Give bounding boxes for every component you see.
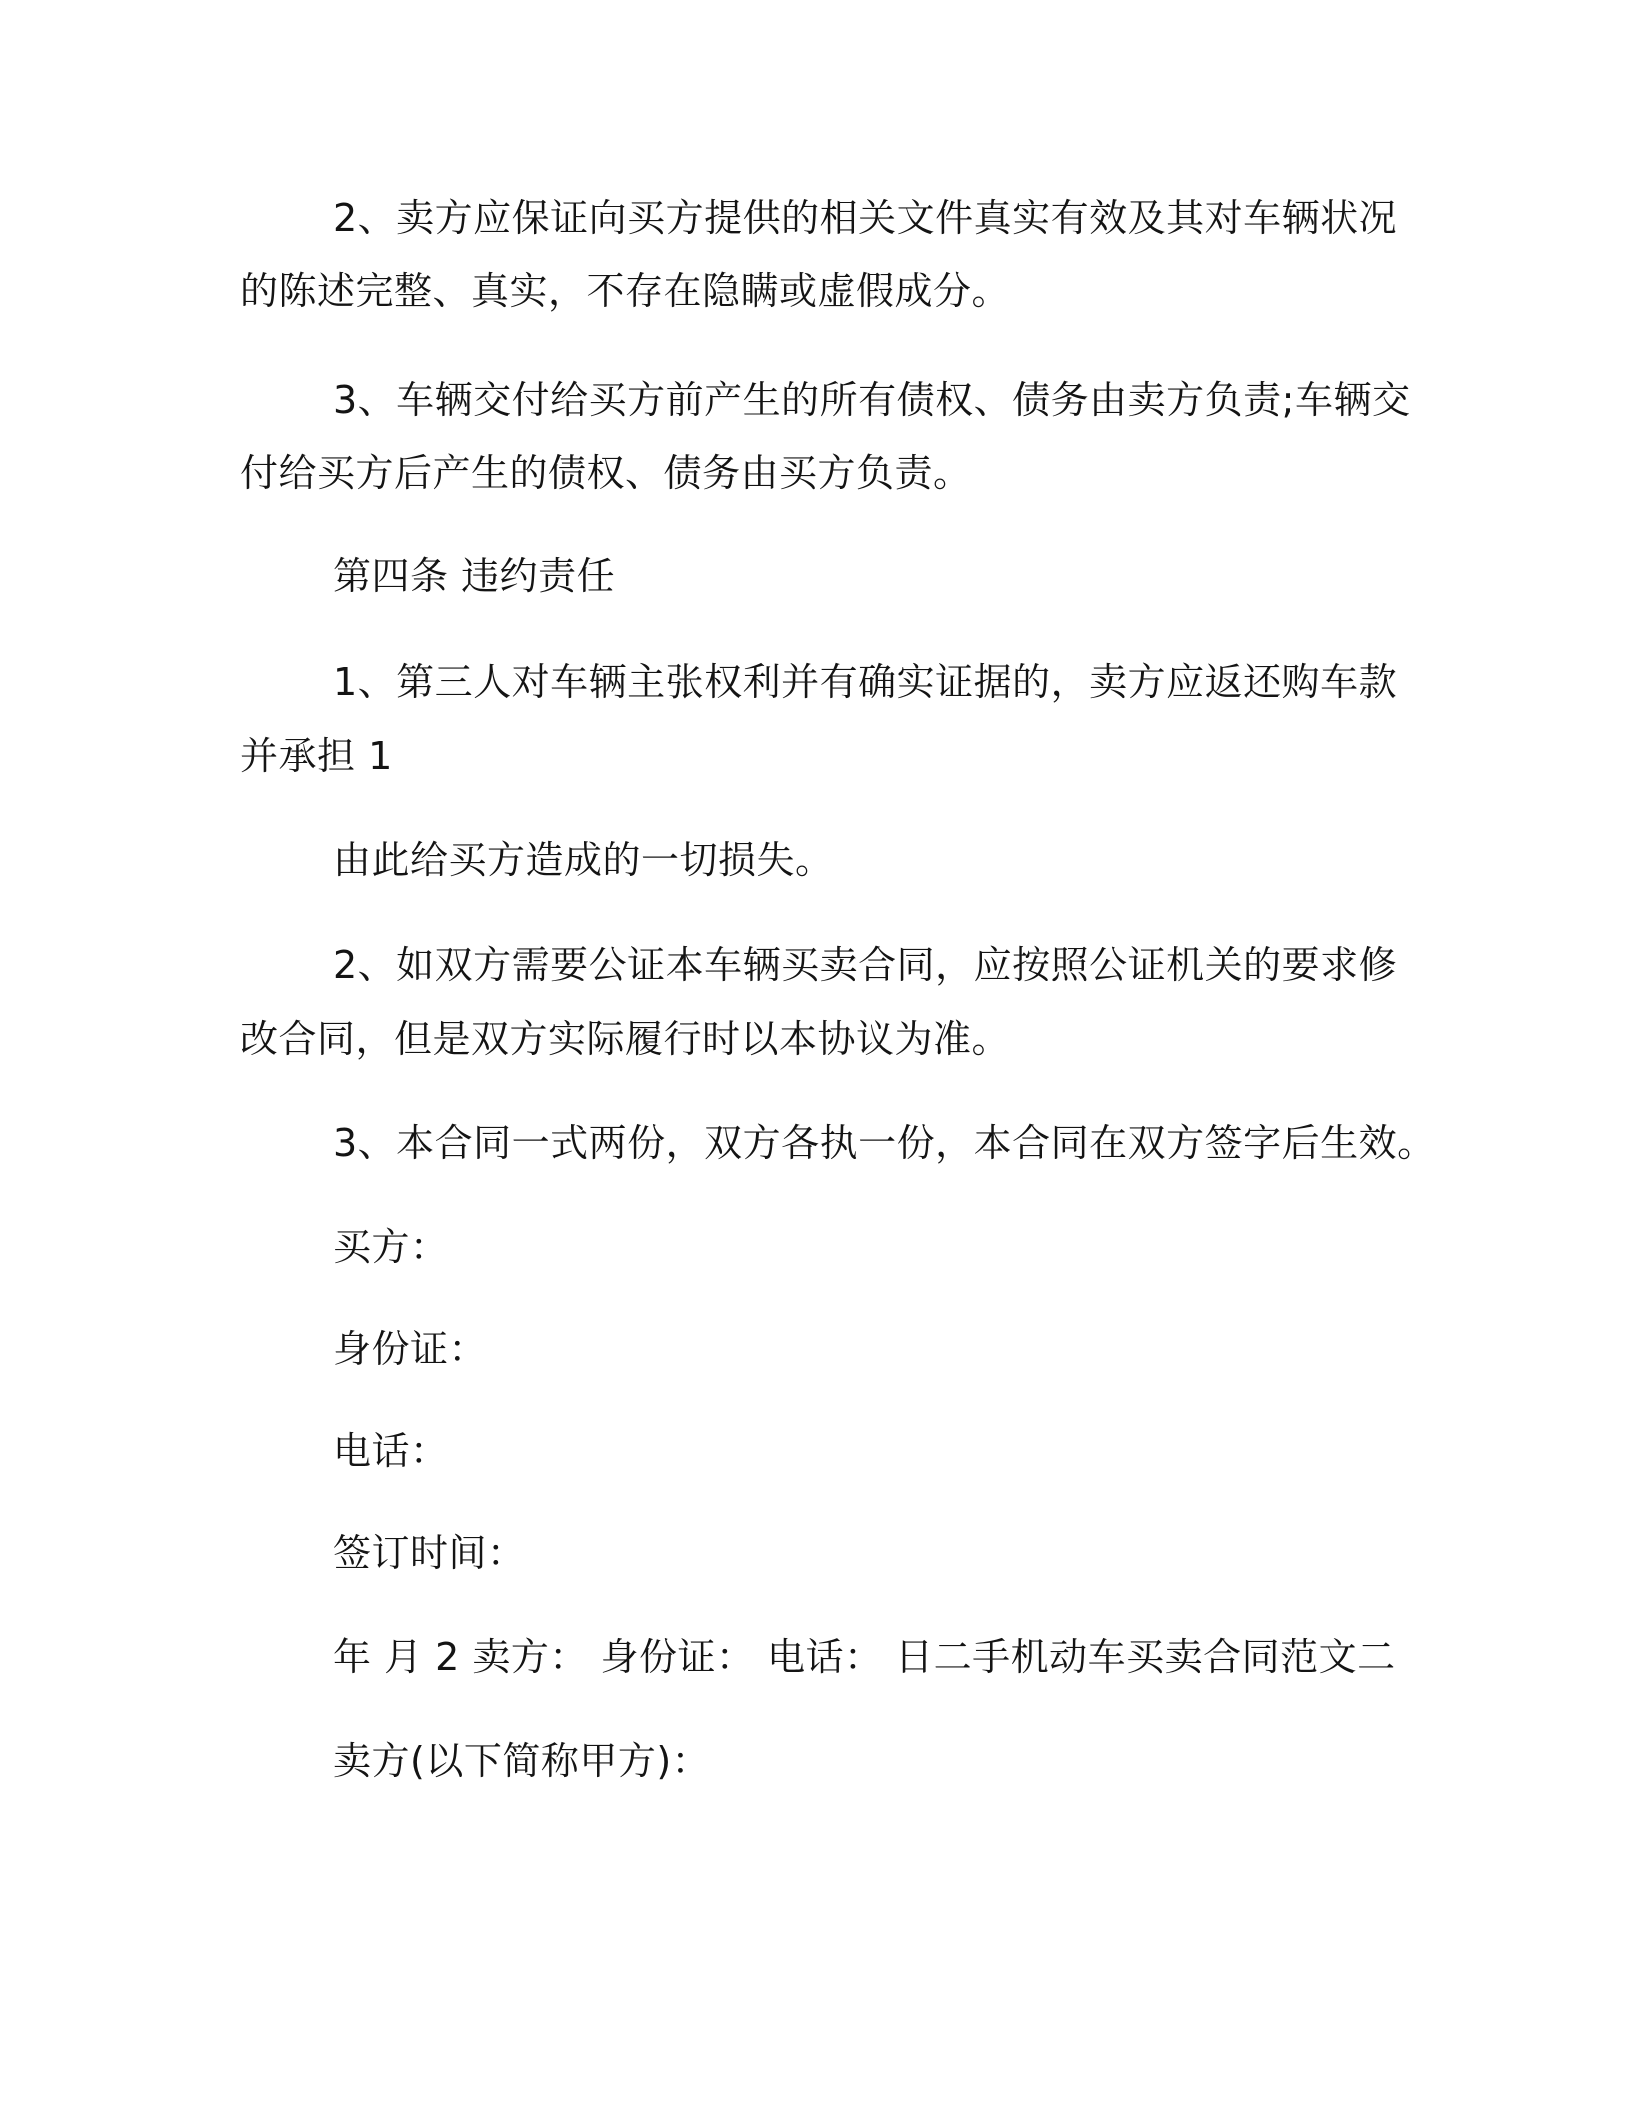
signing-time-label: 签订时间： — [333, 1531, 526, 1575]
clause-4-3: 3、本合同一式两份，双方各执一份，本合同在双方签字后生效。 — [333, 1121, 1436, 1165]
clause-3-2-line-2: 的陈述完整、真实，不存在隐瞒或虚假成分。 — [240, 269, 1011, 313]
date-seller-line: 年 月 2 卖方： 身份证： 电话： 日二手机动车买卖合同范文二 — [333, 1635, 1396, 1679]
clause-4-2-line-2: 改合同，但是双方实际履行时以本协议为准。 — [240, 1017, 1011, 1061]
clause-4-1-continuation: 由此给买方造成的一切损失。 — [333, 838, 834, 882]
article-4-heading: 第四条 违约责任 — [333, 554, 616, 598]
clause-3-2-line-1: 2、卖方应保证向买方提供的相关文件真实有效及其对车辆状况 — [333, 196, 1398, 240]
phone-label: 电话： — [333, 1429, 449, 1473]
buyer-label: 买方： — [333, 1225, 449, 1269]
clause-4-1-line-1: 1、第三人对车辆主张权利并有确实证据的，卖方应返还购车款 — [333, 660, 1398, 704]
clause-4-2-line-1: 2、如双方需要公证本车辆买卖合同，应按照公证机关的要求修 — [333, 943, 1398, 987]
clause-3-3-line-1: 3、车辆交付给买方前产生的所有债权、债务由卖方负责;车辆交 — [333, 378, 1411, 422]
clause-3-3-line-2: 付给买方后产生的债权、债务由买方负责。 — [240, 451, 972, 495]
seller-party-label: 卖方(以下简称甲方)： — [333, 1739, 711, 1783]
clause-4-1-line-2: 并承担 1 — [240, 734, 393, 778]
id-card-label: 身份证： — [333, 1327, 488, 1371]
